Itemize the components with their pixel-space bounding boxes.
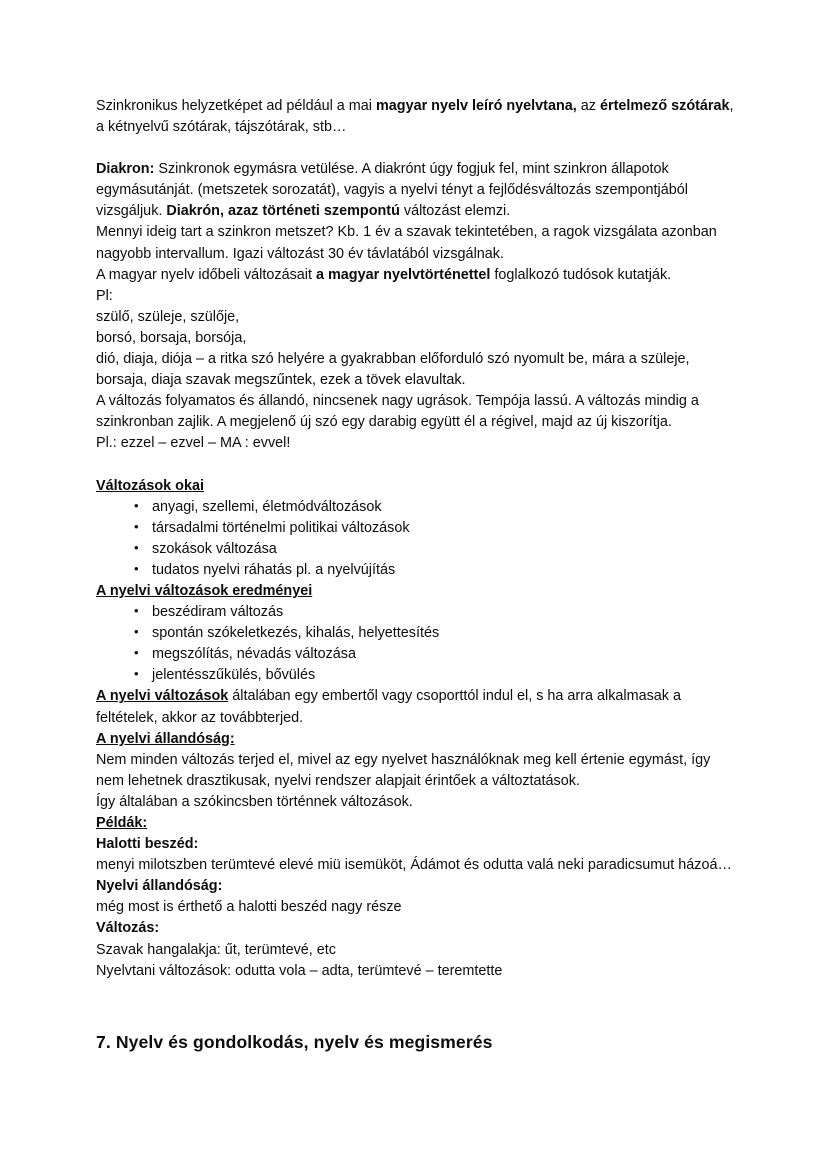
diakron-label: Diakron: <box>96 161 155 178</box>
list-item: • tudatos nyelvi ráhatás pl. a nyelvújítás <box>96 560 740 581</box>
nyelvi-allandosag-text: még most is érthető a halotti beszéd nagy része <box>96 899 402 916</box>
example-line-borso: borsó, borsaja, borsója, <box>96 329 247 346</box>
heading-stability-text: A nyelvi állandóság: <box>96 730 235 747</box>
intro-text-1: Szinkronikus helyzetképet ad például a mai <box>96 98 376 114</box>
heading-stability <box>96 729 740 750</box>
heading-changes-results <box>96 581 740 602</box>
example-line-dio: dió, diaja, diója – a ritka szó helyére a gyakrabban előforduló szó nyomult be, mára a szüleje, borsaja, diaja szavak megszűntek, ezek a tövek elavultak. <box>96 351 690 389</box>
stability-paragraph-2: Így általában a szókincsben történnek változások. <box>96 793 413 810</box>
heading-changes-causes-text: Változások okai <box>96 477 204 494</box>
label-valtozas: Változás: <box>96 920 160 937</box>
nyelvtortenet-text-2: foglalkozó tudósok kutatják. <box>490 266 672 283</box>
list-item: • társadalmi történelmi politikai változások <box>96 518 740 539</box>
label-halotti-beszed: Halotti beszéd: <box>96 836 199 853</box>
heading-changes-causes <box>96 476 740 497</box>
spread-rest: általában egy embertől vagy csoporttól indul el, s ha arra alkalmasak a feltételek, akkor az továbbterjed. <box>96 688 681 726</box>
spread-paragraph <box>96 686 740 728</box>
example-line-szulo: szülő, szüleje, szülője, <box>96 308 240 325</box>
list-item: • spontán szókeletkezés, kihalás, helyettesítés <box>96 623 740 644</box>
valtozas-line-nyelvtani: Nyelvtani változások: odutta vola – adta, terümtevé – teremtette <box>96 962 503 979</box>
diakron-paragraph <box>96 159 740 222</box>
intro-text-3: , a kétnyelvű szótárak, tájszótárak, stb… <box>96 98 734 136</box>
diakron-text-3: változást elemzi. <box>399 203 511 220</box>
document-body <box>96 96 740 1054</box>
page-title: 7. Nyelv és gondolkodás, nyelv és megismerés <box>96 1031 493 1052</box>
example-line-valtozas: A változás folyamatos és állandó, nincsenek nagy ugrások. Tempója lassú. A változás mindig a szinkronban zajlik. A megjelenő új szó egy darabig együtt él a régivel, majd az új kiszorítja. <box>96 393 699 431</box>
label-nyelvi-allandosag: Nyelvi állandóság: <box>96 878 223 895</box>
diakron-bold-2: Diakrón, azaz történeti szempontú <box>166 203 400 220</box>
heading-changes-results-text: A nyelvi változások eredményei <box>96 582 313 599</box>
halotti-beszed-quote: menyi milotszben terümtevé elevé miü isemüköt, Ádámot és odutta valá neki paradicsumut házoá… <box>96 857 732 874</box>
intro-bold-2: értelmező szótárak <box>599 98 730 114</box>
list-item: • megszólítás, névadás változása <box>96 644 740 665</box>
stability-paragraph-1: Nem minden változás terjed el, mivel az egy nyelvet használóknak meg kell értenie egymást, így nem lehetnek drasztikusak, nyelvi rendszer alapjait érintőek a változtatások. <box>96 751 711 789</box>
example-line-ezzel: Pl.: ezzel – ezvel – MA : evvel! <box>96 435 291 452</box>
list-changes-results <box>96 602 740 686</box>
pl-label: Pl: <box>96 287 113 304</box>
list-item: • jelentésszűkülés, bővülés <box>96 665 740 686</box>
paragraph-spacer <box>96 138 740 159</box>
nyelvtortenet-text-1: A magyar nyelv időbeli változásait <box>96 266 316 283</box>
section-heading-spacer <box>96 982 740 1030</box>
spread-bold-underline: A nyelvi változások <box>96 688 229 705</box>
list-item: • anyagi, szellemi, életmódváltozások <box>96 497 740 518</box>
nyelvtortenet-bold: a magyar nyelvtörténettel <box>315 266 491 283</box>
valtozas-line-hangalak: Szavak hangalakja: űt, terümtevé, etc <box>96 941 336 958</box>
intro-text-2: az <box>576 98 600 114</box>
list-item: • beszédiram változás <box>96 602 740 623</box>
intro-bold-1: magyar nyelv leíró nyelvtana, <box>375 98 577 114</box>
diakron-text-1: Szinkronok egymásra vetülése. A diakrónt úgy fogjuk fel, mint szinkron állapotok egymásutánját. (metszetek sorozatát), vagyis a nyelvi tényt a fejlődésváltozás szempontjából vizsgáljuk. <box>96 161 688 220</box>
heading-examples-text: Példák: <box>96 815 148 831</box>
szinkron-duration-paragraph: Mennyi ideig tart a szinkron metszet? Kb. 1 év a szavak tekintetében, a ragok vizsgálata azonban nagyobb intervallum. Igazi változást 30 év távlatából vizsgálnak. <box>96 224 717 262</box>
list-item: • szokások változása <box>96 539 740 560</box>
intro-paragraph <box>96 96 740 138</box>
nyelvtortenet-paragraph <box>96 265 740 286</box>
section-spacer-causes <box>96 455 740 476</box>
heading-examples <box>96 813 740 834</box>
list-changes-causes <box>96 497 740 581</box>
